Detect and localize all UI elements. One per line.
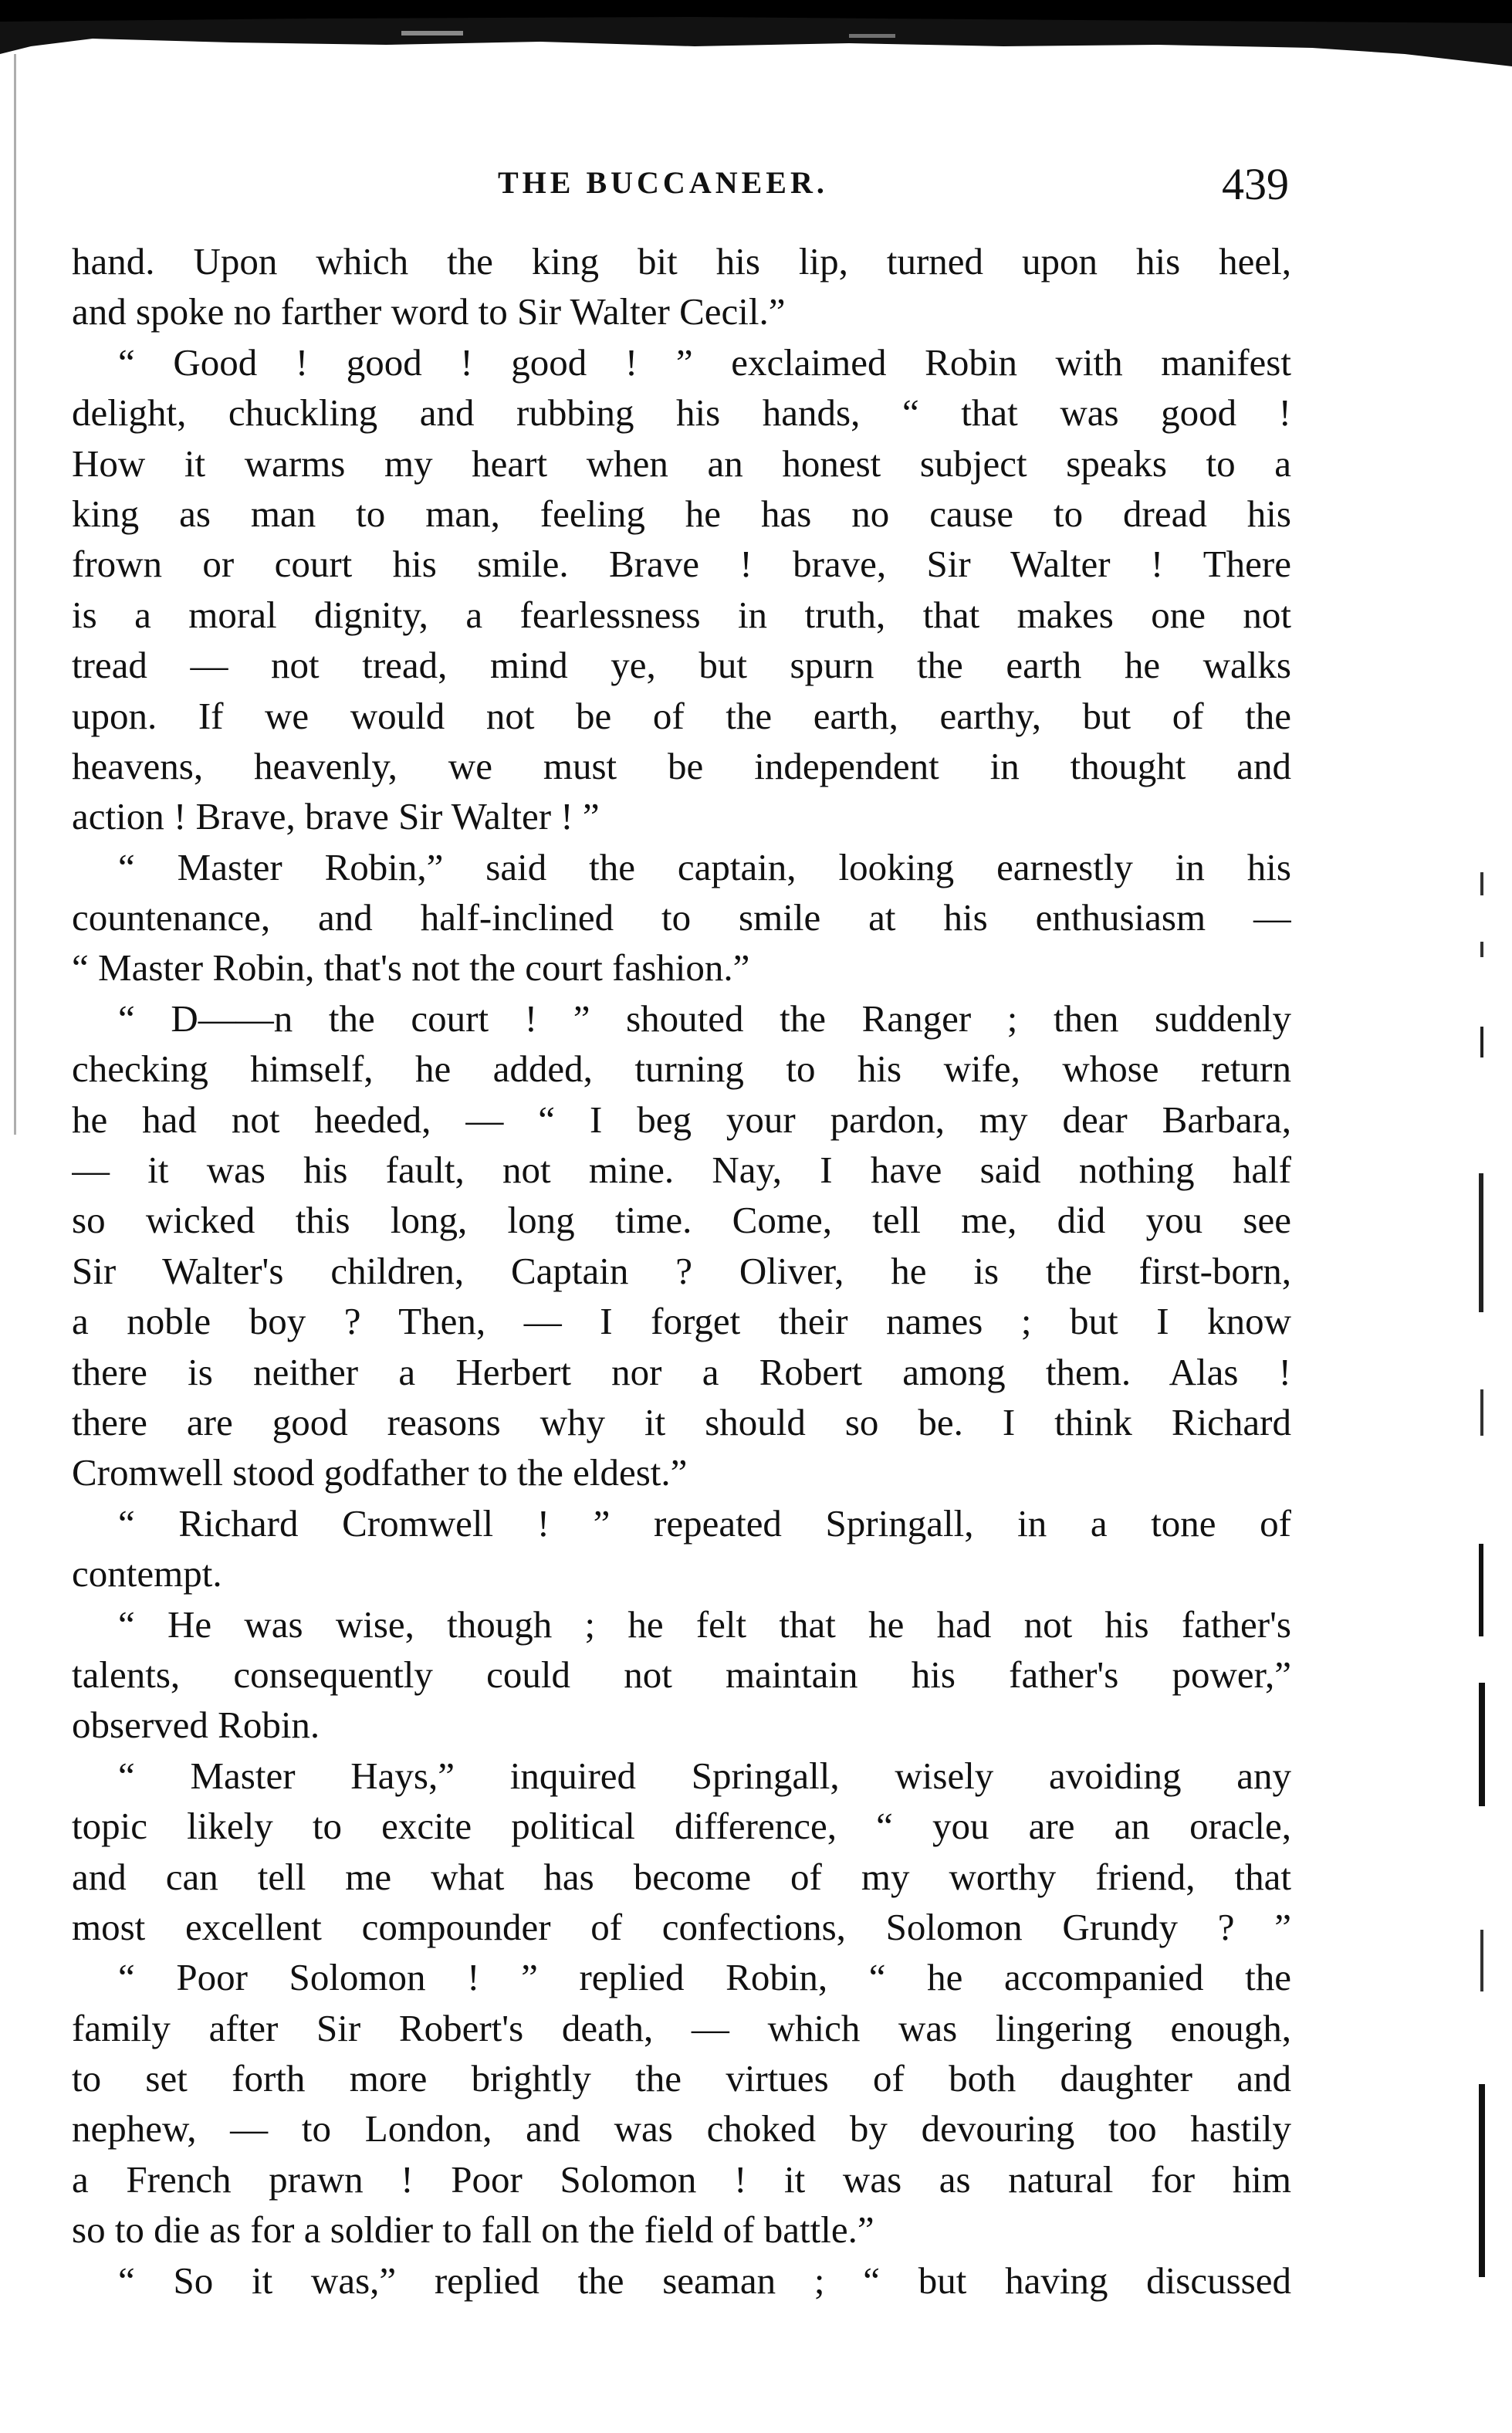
text-line: upon. If we would not be of the earth, earthy, but of the [72, 694, 1291, 737]
text-line: How it warms my heart when an honest subject speaks to a [72, 442, 1291, 485]
margin-bleed-marks [1466, 849, 1497, 2316]
running-head [69, 158, 1289, 212]
text-line: Cromwell stood godfather to the eldest.” [72, 1451, 688, 1494]
text-line: checking himself, he added, turning to his wife, whose return [72, 1047, 1291, 1091]
text-line: hand. Upon which the king bit his lip, turned upon his heel, [72, 240, 1291, 283]
text-line: heavens, heavenly, we must be independent in thought and [72, 744, 1291, 787]
text-line: family after Sir Robert's death, — which was lingering enough, [72, 2006, 1291, 2049]
text-line: and can tell me what has become of my worthy friend, that [72, 1855, 1291, 1898]
text-line: is a moral dignity, a fearlessness in truth, that makes one not [72, 593, 1291, 636]
text-line: topic likely to excite political difference, “ you are an oracle, [72, 1805, 1291, 1848]
text-line: to set forth more brightly the virtues of both daughter and [72, 2057, 1291, 2100]
text-line: most excellent compounder of confections, Solomon Grundy ? ” [72, 1905, 1291, 1948]
text-line: tread — not tread, mind ye, but spurn the earth he walks [72, 644, 1291, 687]
text-line: so to die as for a soldier to fall on the field of battle.” [72, 2208, 874, 2252]
text-line: frown or court his smile. Brave ! brave, Sir Walter ! There [72, 543, 1291, 586]
text-line: “ Poor Solomon ! ” replied Robin, “ he accompanied the [118, 1956, 1291, 1999]
text-line: — it was his fault, not mine. Nay, I have said nothing half [72, 1149, 1291, 1192]
text-line: king as man to man, feeling he has no cause to dread his [72, 492, 1291, 535]
text-line: there is neither a Herbert nor a Robert among them. Alas ! [72, 1350, 1291, 1393]
text-line: “ D——n the court ! ” shouted the Ranger ; then suddenly [118, 997, 1291, 1040]
torn-page-edge [0, 0, 1512, 68]
text-line: there are good reasons why it should so be. I think Richard [72, 1400, 1291, 1443]
text-line: “ He was wise, though ; he felt that he had not his father's [118, 1602, 1291, 1646]
text-line: “ Master Robin,” said the captain, looking earnestly in his [118, 845, 1291, 888]
text-line: “ Master Robin, that's not the court fashion.” [72, 946, 750, 990]
page-number: 439 [1222, 159, 1289, 209]
text-line: action ! Brave, brave Sir Walter ! ” [72, 795, 600, 838]
text-line: a French prawn ! Poor Solomon ! it was as natural for him [72, 2157, 1291, 2201]
text-line: observed Robin. [72, 1704, 320, 1747]
binding-margin-line [14, 54, 16, 1135]
text-line: talents, consequently could not maintain his father's power,” [72, 1653, 1291, 1696]
text-line: “ Master Hays,” inquired Springall, wisely avoiding any [118, 1754, 1291, 1797]
text-line: “ Good ! good ! good ! ” exclaimed Robin with manifest [118, 340, 1291, 384]
text-line: he had not heeded, — “ I beg your pardon, my dear Barbara, [72, 1098, 1291, 1141]
body-text [72, 236, 1291, 2306]
text-line: Sir Walter's children, Captain ? Oliver, he is the first-born, [72, 1249, 1291, 1292]
text-line: so wicked this long, long time. Come, tell me, did you see [72, 1199, 1291, 1242]
text-line: nephew, — to London, and was choked by devouring too hastily [72, 2107, 1291, 2150]
text-line: “ Richard Cromwell ! ” repeated Springall, in a tone of [118, 1501, 1291, 1545]
text-line: “ So it was,” replied the seaman ; “ but having discussed [118, 2259, 1291, 2302]
text-line: and spoke no farther word to Sir Walter Cecil.” [72, 290, 786, 333]
text-line: contempt. [72, 1552, 222, 1595]
running-title: THE BUCCANEER. [498, 165, 828, 200]
text-line: delight, chuckling and rubbing his hands, “ that was good ! [72, 391, 1291, 435]
text-line: countenance, and half-inclined to smile at his enthusiasm — [72, 896, 1291, 939]
text-line: a noble boy ? Then, — I forget their names ; but I know [72, 1300, 1291, 1343]
